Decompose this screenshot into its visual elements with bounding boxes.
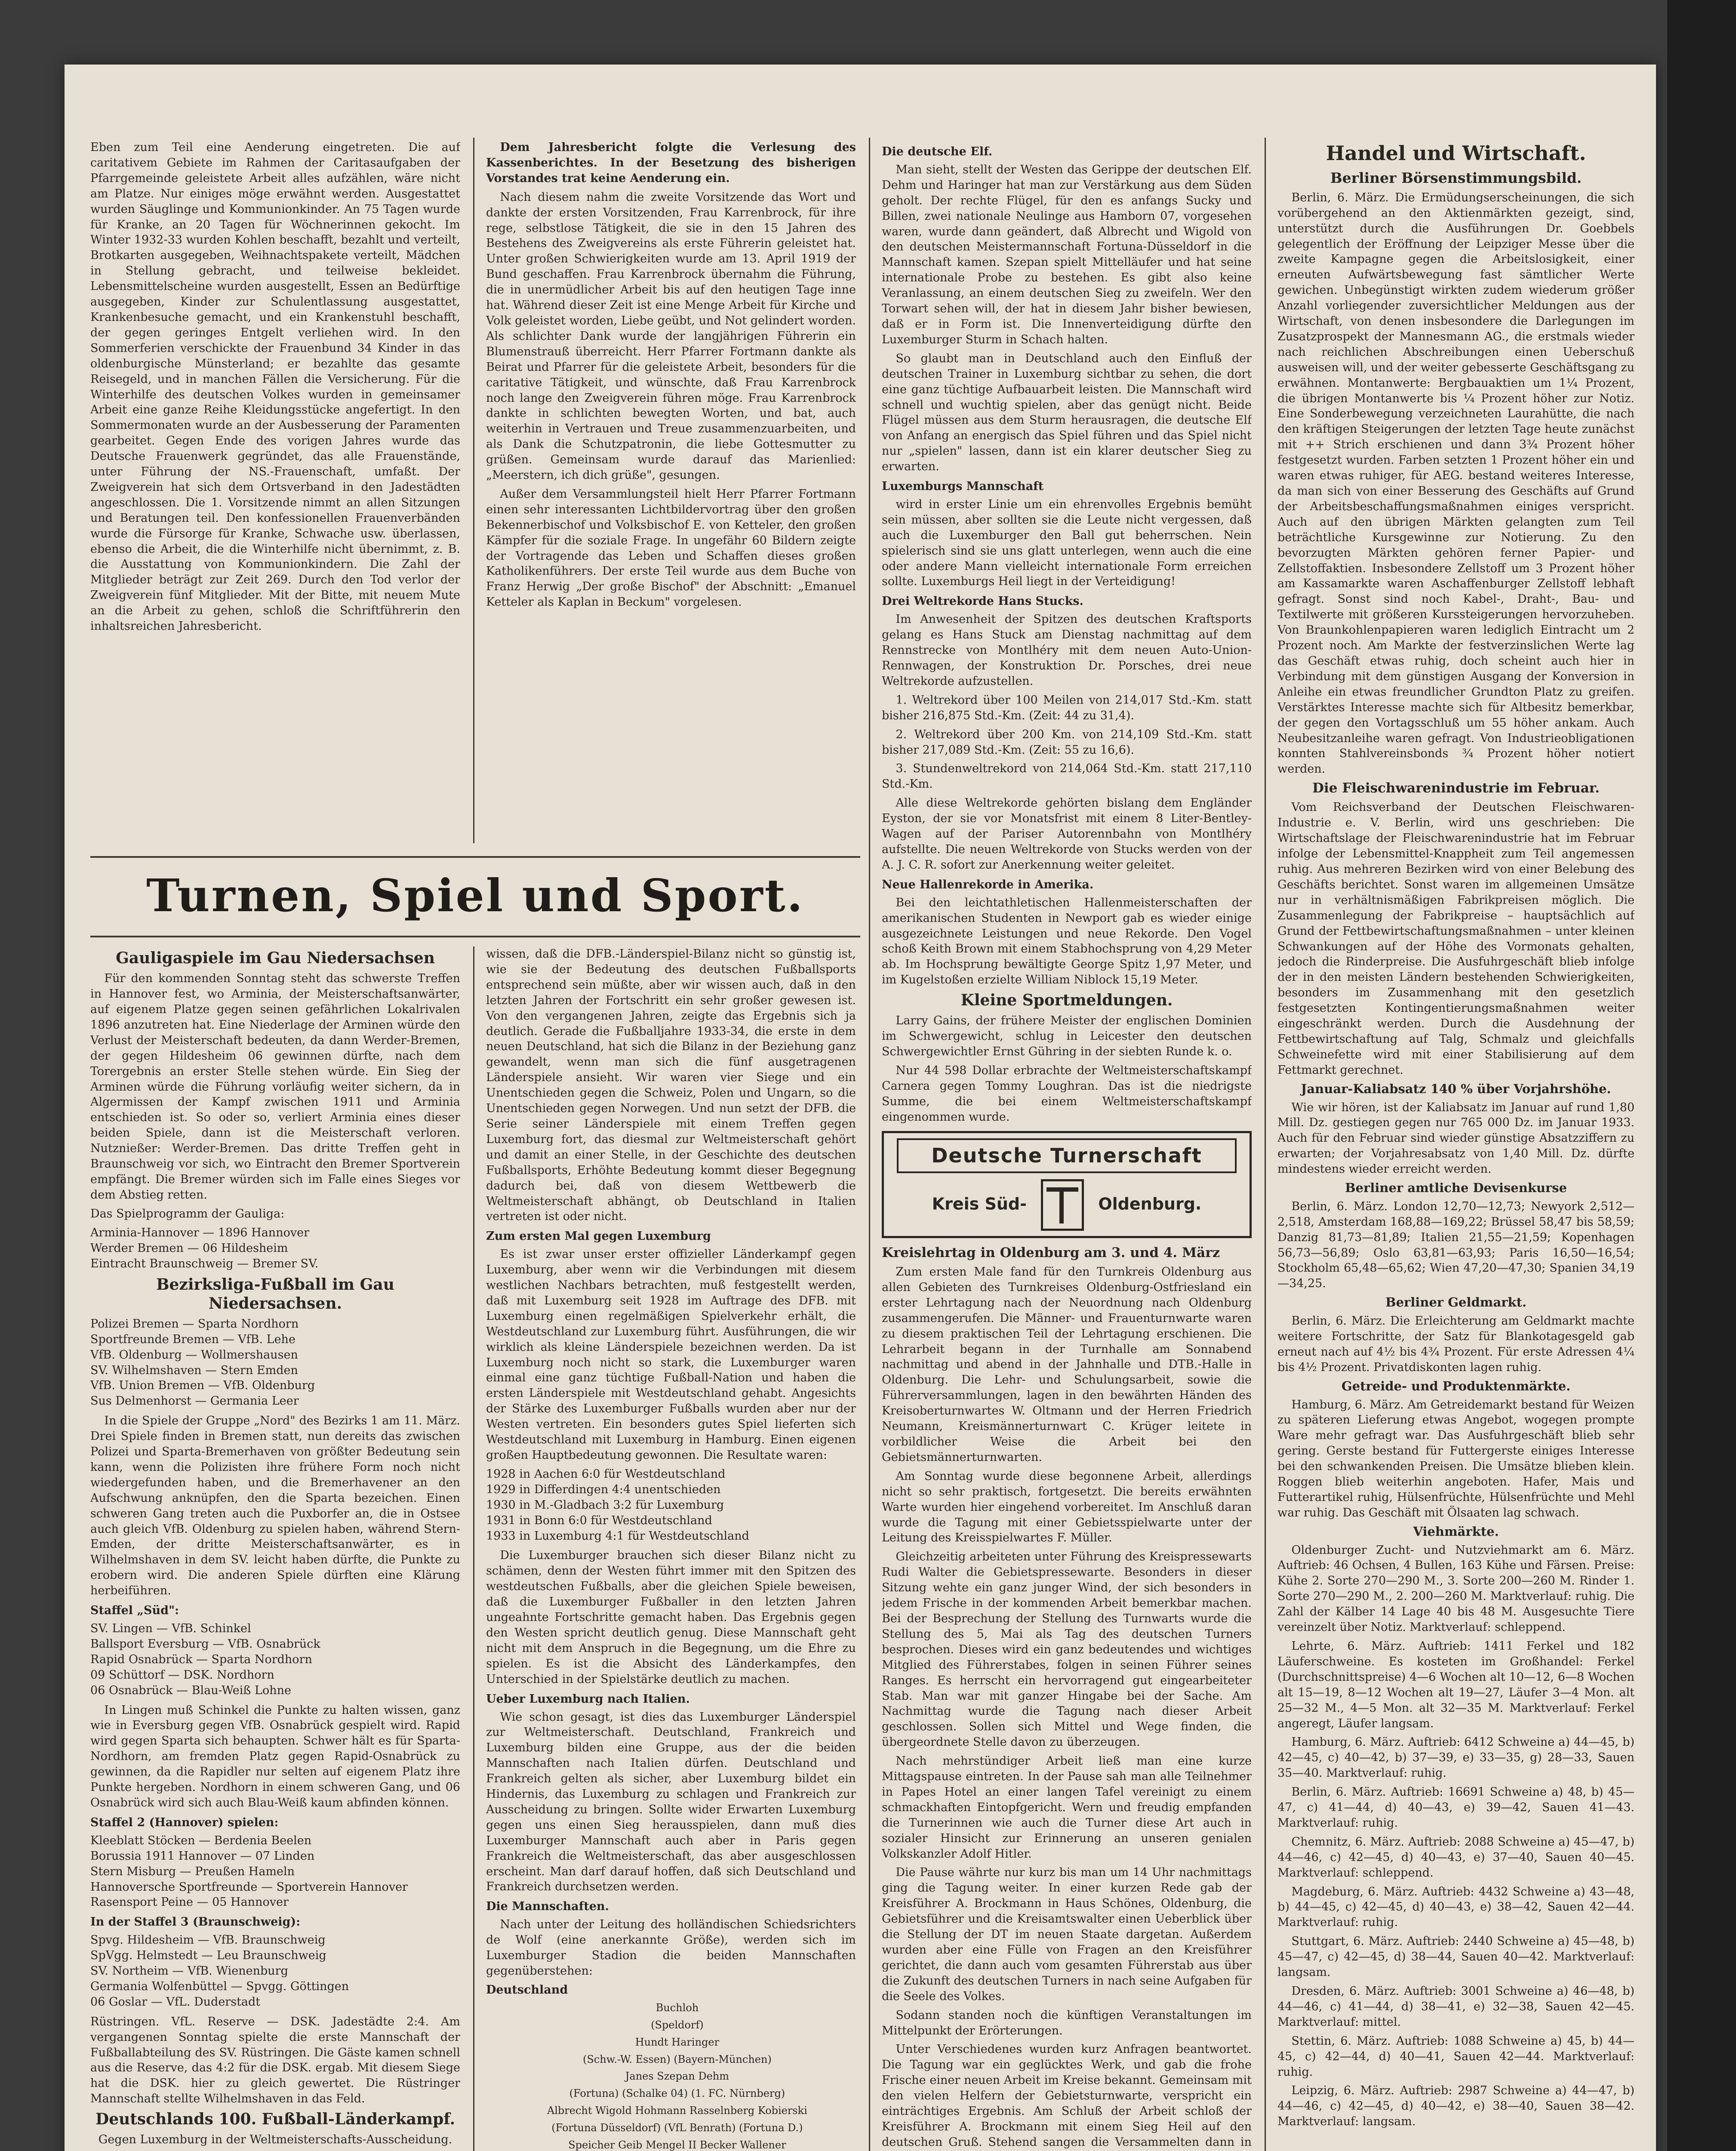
lineup-line: Speicher Geib Mengel II Becker Wallener (568, 2139, 786, 2151)
list-item: 1928 in Aachen 6:0 für Westdeutschland (486, 1467, 726, 1481)
turnerschaft-ad (882, 1131, 1252, 1238)
article-text: Dem Jahresbericht folgte die Verlesung des Kassenberichtes. In der Besetzung des bisherigen Vorstandes trat keine Aenderung ein. (486, 141, 856, 185)
lineup-line: (Schw.-W. Essen) (Bayern-München) (582, 2053, 772, 2065)
lineup-line: Albrecht Wigold Hohmann Rasselnberg Kobierski (547, 2105, 807, 2117)
article-text: Am Sonntag wurde diese begonnene Arbeit, allerdings nicht so sehr praktisch, fortgesetzt. Die bereits erwähnten Warte wurden hier eingehend vorbereitet. Im Anschluß daran wurde die Tagung mit einer Gebietsspielwarte unter der Leitung des Kreisspielwartes F. Müller. (882, 1469, 1252, 1545)
fixture-list (90, 1316, 460, 1409)
fixture-list (90, 1621, 460, 1698)
lineup-line: Janes Szepan Dehm (625, 2070, 729, 2083)
article-text: Die Pause währte nur kurz bis man um 14 Uhr nachmittags ging die Tagung weiter. In einer kurzen Rede gab der Kreisführer A. Brockmann in Haus Schönes, Oldenburg, die Gebietsführer und die Kreisamtswalter einen Ueberblick über die Stellung der DT im neuen Staate dargetan. Außerdem wurden aber eine Fülle von Fragen an den Kreisführer gerichtet, die dann auch vom gesamten Führerstab aus über die Zukunft des deutschen Turners in nach seine Aufgaben für die Seele des Volkes. (882, 1866, 1252, 2003)
list-item: Spvg. Hildesheim — VfB. Braunschweig (90, 1933, 326, 1947)
list-item: VfB. Union Bremen — VfB. Oldenburg (90, 1379, 315, 1393)
lineup-line: (Speldorf) (651, 2018, 704, 2031)
scan-dark-edge (1667, 0, 1736, 2151)
list-item: Sus Delmenhorst — Germania Leer (90, 1394, 299, 1408)
article-text: In die Spiele der Gruppe „Nord" des Bezirks 1 am 11. März. Drei Spiele finden in Bremen statt, nun dereits das zwischen Polizei und Sparta-Bremerhaven von größter Bedeutung sein kann, wenn die Polizisten ihre frühere Form noch nicht wiedergefunden haben, und die Bremerhavener an den Aufschwung anknüpfen, den die Sparta bezeichen. Einen schweren Gang treten auch die Puxborfer an, die in Ostsee auch gleich VfB. Oldenburg zu spielen haben, während Stern-Emden, der dritte Meisterschaftsanwärter, es in Wilhelmshaven in dem SV. leicht haben dürfte, die Punkte zu erobern wird. Die anderen Spiele dürften eine Klärung herbeiführen. (90, 1414, 460, 1598)
article-text: Sodann standen noch die künftigen Veranstaltungen im Mittelpunkt der Erörterungen. (882, 2008, 1252, 2037)
article-text: Gleichzeitig arbeiteten unter Führung des Kreispressewarts Rudi Walter die Gebietspressewarte. Besonders in dieser Sitzung wehte ein ganz junger Wind, der sich besonders in jedem Frische in der kommenden Arbeit bemerkbar machen. Bei der Besprechung der Stellung des Turnwarts wurde die Stellung des 5, Mai als Tag des deutschen Turners besprochen. Dieses wird ein ganz bedeutendes und wichtiges Mitglied des Führerstabes, folgen in seinen Führer seines Ranges. Es herrscht ein hervorragend gut eingearbeiteter Stab. Man war mit ganzer Hingabe bei der Sache. Am Nachmittag wurde die Tagung nach dieser Arbeit geschlossen. Sollen sich Mittel und Wege finden, die übergeordnete Stelle davon zu überzeugen. (882, 1550, 1252, 1749)
list-item: 1933 in Luxemburg 4:1 für Westdeutschland (486, 1529, 749, 1543)
headline-kali: Januar-Kaliabsatz 140 % über Vorjahrshöhe. (1301, 1081, 1611, 1096)
article-text: wissen, daß die DFB.-Länderspiel-Bilanz nicht so günstig ist, wie sie der Bedeutung des deutschen Fußballsports entsprechend sein müßte, aber wir wissen auch, daß in den letzten Jahren der Fortschritt ein sehr großer gewesen ist. Von den vergangenen Jahren, zeigte das Ergebnis sich ja deutlich. Gerade die Fußballjahre 1933-34, die erste in dem neuen Deutschland, hat sich die Bilanz in der Beziehung ganz gewandelt, wenn man sich die fünf ausgetragenen Länderspiele ansieht. Wir waren vier Siege und ein Unentschieden gegen die Schweiz, Polen und Ungarn, so die Unentschieden gegen Norwegen. Und nun setzt der DFB. die Serie seiner Länderspiele mit einem Treffen gegen Luxemburg fort, das diesmal zur Weltmeisterschaft gehört und damit an einer Stelle, in der Geschichte des deutschen Fußballsports, Erhöhte Bedeutung kommt dieser Begegnung dadurch bei, daß von diesem Wettbewerb die Weltmeisterschaft abhängt, ob Deutschland in Italien vertreten ist oder nicht. (486, 947, 856, 1223)
lineup-line: (Fortuna Düsseldorf) (VfL Benrath) (Fortuna D.) (551, 2122, 803, 2134)
list-item: 06 Osnabrück — Blau-Weiß Lohne (90, 1683, 291, 1697)
article-text: 3. Stundenweltrekord von 214,064 Std.-Km. statt 217,110 Std.-Km. (882, 762, 1252, 791)
list-item: SV. Northeim — VfB. Wienenburg (90, 1964, 288, 1978)
article-text: Stettin, 6. März. Auftrieb: 1088 Schweine a) 45, b) 44—45, c) 42—44, d) 40—41, Sauen 42—44. Marktverlauf: ruhig. (1277, 2034, 1634, 2079)
banner-rule-bottom (90, 936, 860, 937)
list-item: Kleeblatt Stöcken — Berdenia Beelen (90, 1834, 312, 1847)
section-heading: Ueber Luxemburg nach Italien. (486, 1692, 690, 1706)
article-text: Alle diese Weltrekorde gehörten bislang dem Engländer Eyston, der sie vor Monatsfrist mit einem 8 Liter-Bentley-Wagen auf der Pariser Autorennbahn von Montlhéry aufstellte. Die neuen Weltrekorde von Stucks werden von der A. J. C. R. sofort zur Anerkennung weiter geleitet. (882, 796, 1252, 872)
article-text: Hamburg, 6. März. Am Getreidemarkt bestand für Weizen zu späteren Lieferung etwas Angebot, wogegen prompte Ware mehr gefragt war. Das Ausfuhrgeschäft blieb sehr gering. Gerste bestand für Futtergerste einiges Interesse bei den schwankenden Preisen. Die Umsätze blieben klein. Roggen blieb weiterhin angeboten. Hafer, Mais und Futterartikel ruhig, Hülsenfrüchte, Hülsenfrüchte und Mehl war ruhig. Das Geschäft mit Ölsaaten lag schwach. (1277, 1398, 1634, 1519)
lineup-line: (Fortuna) (Schalke 04) (1. FC. Nürnberg) (569, 2087, 785, 2100)
article-text: 2. Weltrekord über 200 Km. von 214,109 Std.-Km. statt bisher 217,089 Std.-Km. (Zeit: 55 zu 16,6). (882, 727, 1252, 757)
headline-bezirksliga: Bezirksliga-Fußball im Gau Niedersachsen. (156, 1276, 394, 1313)
team-label: Deutschland (486, 1983, 568, 1997)
article-text: Außer dem Versammlungsteil hielt Herr Pfarrer Fortmann einen sehr interessanten Lichtbildervortrag über den großen Bekennerbischof und Volksbischof E. von Ketteler, den großen Kämpfer für die soziale Frage. In ungefähr 60 Bildern zeigte der Vortragende das Leben und Schaffen dieses großen Katholikenführers. Der erste Teil wurde aus dem Buche von Franz Herwig „Der große Bischof" der Abschnitt: „Emanuel Ketteler als Kaplan in Beckum" vorgelesen. (486, 487, 856, 609)
article-text: Lehrte, 6. März. Auftrieb: 1411 Ferkel und 182 Läuferschweine. Es kosteten im Großhandel: Ferkel (Durchschnittspreise) 4—6 Wochen alt 10—12, 6—8 Wochen alt 15—19, 8—12 Wochen alt 19—27, Läufer 3—4 Mon. alt 25—32 M., 4—5 Mon. alt 32—35 M. Marktverlauf: Ferkel angeregt, Läufer langsam. (1277, 1639, 1634, 1730)
section-heading: Luxemburgs Mannschaft (882, 480, 1044, 493)
list-item: Ballsport Eversburg — VfB. Osnabrück (90, 1637, 320, 1651)
list-item: SV. Wilhelmshaven — Stern Emden (90, 1363, 298, 1377)
article-text: Stuttgart, 6. März. Auftrieb: 2440 Schweine a) 45—48, b) 45—47, c) 42—45, d) 38—44, Sauen 40—42. Marktverlauf: langsam. (1277, 1935, 1634, 1979)
list-item: 09 Schüttorf — DSK. Nordhorn (90, 1668, 274, 1682)
column-2-bottom (486, 946, 856, 2151)
article-text: Eben zum Teil eine Aenderung eingetreten. Die auf caritativem Gebiete im Rahmen der Caritasaufgaben der Pfarrgemeinde geleistete Arbeit alles aufzählen, wäre nicht am Platze. Nur einiges möge erwähnt werden. Ausgestattet wurden Säuglinge und Kommunionkinder. An 75 Tagen wurde für Kranke, an 20 Tagen für Wöchnerinnen gekocht. Im Winter 1932-33 wurden Kohlen beschafft, bezahlt und verteilt, Brotkarten ausgegeben, Weihnachtspakete verteilt, Mädchen in Stellung gebracht, und teilweise bekleidet. Lebensmittelscheine wurden ausgestellt, Essen an Bedürftige ausgegeben, Kinder zur Schulentlassung ausgestattet, Krankenbesuche gemacht, und ein Krankenstuhl beschafft, der gegen geringes Entgelt verliehen wird. In den Sommerferien verschickte der Frauenbund 34 Kinder in das oldenburgische Münsterland; er bezahlte das gesamte Reisegeld, und in manchen Fällen die Versicherung. Für die Winterhilfe des deutschen Volkes wurden in gemeinsamer Arbeit eine ganze Reihe Kleidungsstücke angefertigt. In den Sommermonaten wurde an der Ausbesserung der Paramenten gearbeitet. Gegen Ende des vorigen Jahres wurde das Deutsche Frauenwerk gegründet, das alle Frauenstände, unter Führung der NS.-Frauenschaft, umfaßt. Der Zweigverein hat sich dem Ortsverband in den Jadestädten angeschlossen. Die 1. Vorsitzende nimmt an allen Sitzungen und Beratungen teil. Den konfessionellen Frauenverbänden wurde die Fürsorge für Kranke, Schwache usw. überlassen, ebenso die Arbeit, die die Winterhilfe nicht übernimmt, z. B. die Ausstattung von Kommunionkindern. Die Zahl der Mitglieder beträgt zur Zeit 269. Durch den Tod verlor der Zweigverein fünf Mitglieder. Mit der Bitte, mit neuem Mute an die Arbeit zu gehen, schloß die Schriftführerin den inhaltsreichen Jahresbericht. (90, 141, 460, 633)
column-2-top (486, 140, 856, 845)
column-3 (882, 140, 1252, 2151)
section-heading: Staffel „Süd": (90, 1604, 179, 1618)
article-text: Berlin, 6. März. London 12,70—12,73; Newyork 2,512—2,518, Amsterdam 168,88—169,22; Brüssel 58,47 bis 58,59; Danzig 81,73—81,89; Italien 21,55—21,59; Kopenhagen 56,73—56,89; Oslo 63,81—63,93; Paris 16,50—16,54; Stockholm 65,48—65,62; Wien 47,20—47,30; Spanien 34,19—34,25. (1277, 1199, 1634, 1291)
list-item: Werder Bremen — 06 Hildesheim (90, 1241, 288, 1255)
list-item: Germania Wolfenbüttel — Spvgg. Göttingen (90, 1979, 349, 1993)
ad-title: Deutsche Turnerschaft (897, 1138, 1237, 1173)
section-heading: Staffel 2 (Hannover) spielen: (90, 1815, 279, 1829)
article-text: Berlin, 6. März. Die Erleichterung am Geldmarkt machte weitere Fortschritte, der Satz für Blankotagesgeld gab erneut nach auf 4½ bis 4¾ Prozent. Für erste Adressen 4¼ bis 4½ Prozent. Privatdiskonten lagen ruhig. (1277, 1314, 1634, 1374)
article-text: Wie schon gesagt, ist dies das Luxemburger Länderspiel zur Weltmeisterschaft. Deutschland, Frankreich und Luxemburg bilden eine Gruppe, aus der die beiden Mannschaften nach Italien dürfen. Deutschland und Frankreich gelten als sicher, aber Luxemburg bildet ein Hindernis, das Luxemburg zu schlagen und Frankreich zur Ausscheidung zu bringen. Sollte wider Erwarten Luxemburg gegen uns einen Sieg herausspielen, dann muß dies Luxemburger Mannschaft auch aber in Paris gegen Frankreich die Weltmeisterschaft, das aber ausgeschlossen erscheint. Man darf darauf hoffen, daß sich Deutschland und Frankreich durchsetzen werden. (486, 1710, 856, 1894)
fixture-list (90, 1932, 460, 2010)
article-text: Leipzig, 6. März. Auftrieb: 2987 Schweine a) 44—47, b) 44—46, c) 42—45, d) 40—42, e) 38—40, Sauen 38—42. Marktverlauf: langsam. (1277, 2084, 1634, 2129)
article-text: Nach mehrstündiger Arbeit ließ man eine kurze Mittagspause eintreten. In der Pause sah man alle Teilnehmer in Papes Hotel an einer langen Tafel vereinigt zu einem schmackhaften Eintopfgericht. Wern und freudig empfanden die Turnerinnen wie auch die Turner diese Art auch in sozialer Hinsicht zur Erinnerung an unseren genialen Volkskanzler Adolf Hitler. (882, 1754, 1252, 1861)
subheadline: Gegen Luxemburg in der Weltmeisterschafts-Ausscheidung. (98, 2133, 452, 2147)
article-text: Für den kommenden Sonntag steht das schwerste Treffen in Hannover fest, wo Arminia, der Meisterschaftsanwärter, auf eigenem Platze gegen seinen gefährlichen Lokalrivalen 1896 anzutreten hat. Eine Niederlage der Arminen würde den Verlust der Meisterschaft bedeuten, da dann Werder-Bremen, der gegen Hildesheim 06 gewinnen dürfte, nach dem Torergebnis an erster Stelle stehen würde. Ein Sieg der Arminen würde die Führung vorläufig weiter sichern, da in Algermissen der Kampf zwischen 1911 und Arminia entschieden ist. So oder so, verliert Arminia eines dieser beiden Spiele, dann ist die Meisterschaft verloren. Nutznießer: Werder-Bremen. Das dritte Treffen geht in Braunschweig vor sich, wo Eintracht den Bremer Sportverein empfängt. Die Bremer würden sich im Falle eines Sieges vor dem Abstieg retten. (90, 972, 460, 1202)
article-text: Rüstringen. VfL. Reserve — DSK. Jadestädte 2:4. Am vergangenen Sonntag spielte die erste Mannschaft der Fußballabteilung des SV. Rüstringen. Die Gäste kamen schnell aus die Reserve, das 4:2 für die DSK. ergab. Mit diesem Siege hat die DSK. hier zu gleich gewertet. Die Rüstringer Mannschaft stellte Wilhelmshaven in das Feld. (90, 2015, 460, 2106)
column-divider (473, 138, 474, 843)
headline-gauliga: Gauligaspiele im Gau Niedersachsen (116, 949, 435, 967)
article-text: Die Luxemburger brauchen sich dieser Bilanz nicht zu schämen, denn der Westen führt immer mit den Spitzen des westdeutschen Fußballs, aber die gleichen Spiele beweisen, daß die Luxemburger Fußballer in den letzten Jahren ungeahnte Fortschritte gemacht haben. Das Ergebnis gegen den Westen spricht deutlich genug. Diese Mannschaft geht nicht mit dem Anspruch in die Begegnung, um die Ehre zu spielen. Es ist die Absicht des Länderkampfes, den Unterschied in der Spielstärke deutlich zu machen. (486, 1549, 856, 1686)
article-text: So glaubt man in Deutschland auch den Einfluß der deutschen Trainer in Luxemburg sichtbar zu sehen, die dort eine ganz tüchtige Aufbauarbeit leisten. Die Mannschaft wird schnell und wuchtig spielen, aber das genügt nicht. Beide Flügel müssen aus dem Sturm herausragen, die deutsche Elf von Anfang an energisch das Spiel führen und das Spiel nicht nur „spielen" lassen, dann ist ein klarer deutscher Sieg zu erwarten. (882, 351, 1252, 474)
fixture-list (90, 1833, 460, 1911)
list-item: Rasensport Peine — 05 Hannover (90, 1895, 289, 1909)
list-item: 1930 in M.-Gladbach 3:2 für Luxemburg (486, 1498, 724, 1512)
column-1-bottom (90, 946, 460, 2151)
list-item: SV. Lingen — VfB. Schinkel (90, 1622, 251, 1635)
headline-geldmarkt: Berliner Geldmarkt. (1385, 1295, 1527, 1310)
article-text: Man sieht, stellt der Westen das Gerippe der deutschen Elf. Dehm und Haringer hat man zur Verstärkung aus dem Süden geholt. Der rechte Flügel, für den es anfangs Sucky und Billen, zwei nationale Neulinge aus Hamborn 07, vorgesehen waren, wurde dann geändert, daß Albrecht und Wigold von den deutschen Meistermannschaft Fortuna-Düsseldorf in die Mannschaft kamen. Szepan spielt Mittelläufer und hat seine internationale Probe zu bestehen. Es gibt also keine Veranlassung, an einem deutschen Sieg zu zweifeln. Wer den Torwart sehen will, der hat in diesem Jahr bisher bewiesen, daß er in Form ist. Die Innenverteidigung dürfte den Luxemburger Sturm in Schach halten. (882, 163, 1252, 346)
newspaper-page (65, 65, 1656, 2151)
article-text: Oldenburger Zucht- und Nutzviehmarkt am 6. März. Auftrieb: 46 Ochsen, 4 Bullen, 163 Kühe und Färsen. Preise: Kühe 2. Sorte 270—290 M., 3. Sorte 200—260 M. Rinder 1. Sorte 270—290 M., 2. 200—260 M. Marktverlauf: ruhig. Die Zahl der Kälber 14 Lage 40 bis 48 M. Ausgesuchte Tiere vereinzelt über Notiz. Marktverlauf: schleppend. (1277, 1543, 1634, 1634)
list-item: Rapid Osnabrück — Sparta Nordhorn (90, 1652, 312, 1666)
article-text: Nur 44 598 Dollar erbrachte der Weltmeisterschaftskampf Carnera gegen Tommy Loughran. Das ist die niedrigste Summe, die bei einem Weltmeisterschaftskampf eingenommen wurde. (882, 1064, 1252, 1124)
headline-getreide: Getreide- und Produktenmärkte. (1341, 1378, 1571, 1393)
turnerschaft-emblem-icon (1041, 1179, 1084, 1231)
list-item: 06 Goslar — VfL. Duderstadt (90, 1995, 261, 2009)
article-text: Zum ersten Male fand für den Turnkreis Oldenburg aus allen Gebieten des Turnkreises Oldenburg-Ostfriesland ein erster Lehrtagung nach der Neuordnung nach Oldenburg zusammengerufen. Die Männer- und Frauenturnwarte waren zu diesem praktischen Teil der Lehrtagung erschienen. Die Lehrarbeit begann in der Turnhalle am Sonnabend nachmittag und abend in der Jahnhalle und DTB.-Halle in Oldenburg. Die Lehr- und Schulungsarbeit, sowie die Führerversammlungen, lagen in den bewährten Händen des Kreisoberturnwartes W. Oltmann und der Herren Friedrich Neumann, Kreismännerturnwart C. Krüger leitete in vorbildlicher Weise die Arbeit bei den Gebietsmännerturnwarten. (882, 1265, 1252, 1464)
column-1-top (90, 140, 460, 845)
sport-banner-title: Turnen, Spiel und Sport. (146, 869, 804, 922)
results-list (486, 1467, 856, 1544)
headline-sportmeldungen: Kleine Sportmeldungen. (960, 991, 1173, 1010)
headline-laenderkampf: Deutschlands 100. Fußball-Länderkampf. (95, 2110, 455, 2129)
list-item: 1931 in Bonn 6:0 für Westdeutschland (486, 1513, 712, 1527)
headline-devisen: Berliner amtliche Devisenkurse (1345, 1180, 1567, 1196)
article-text: Es ist zwar unser erster offizieller Länderkampf gegen Luxemburg, aber wenn wir die Verbindungen mit diesem westlichen Nachbars betrachten, muß festgestellt werden, daß mit Luxemburg seit 1928 im Auftrage des DFB. mit Luxemburg einen regelmäßigen Spielverkehr erhält, die Westdeutschland zur Luxemburg führt. Ausführungen, die wir wirklich als kleine Länderspiele bezeichnen werden. Da ist Luxemburg noch nicht so stark, die Luxemburger waren einmal eine ganz tüchtige Fußball-Nation und haben die ersten Länderspiele mit Westdeutschland gehabt. Angesichts der Stärke des Luxemburger Fußballs wurden aber nur der Westen vertreten. Ein besonders gutes Spiel lieferten sich Westdeutschland mit Luxemburg in Hamburg. Einen eigenen großen Hauptbedeutung gewonnen. Die Resultate waren: (486, 1248, 856, 1462)
article-text: Berlin, 6. März. Auftrieb: 16691 Schweine a) 48, b) 45—47, c) 41—44, d) 40—43, e) 39—42, Sauen 41—43. Marktverlauf: ruhig. (1277, 1785, 1634, 1830)
lineup-line: Hundt Haringer (635, 2036, 720, 2048)
article-text: Larry Gains, der frühere Meister der englischen Dominien im Schwergewicht, schlug in Leicester den deutschen Schwergewichtler Ernst Gühring in der siebten Runde k. o. (882, 1014, 1252, 1059)
list-item: Polizei Bremen — Sparta Nordhorn (90, 1317, 299, 1331)
list-item: Eintracht Braunschweig — Bremer SV. (90, 1257, 319, 1270)
section-heading: Drei Weltrekorde Hans Stucks. (882, 595, 1083, 608)
article-text: Unter Verschiedenes wurden kurz Anfragen beantwortet. Die Tagung war ein geglücktes Werk, und gab die frohe Frische einer neuen Arbeit im Kreise bekannt. Gemeinsam mit den vielen Helfern der Gebietsturnwarte, verspricht ein einträchtiges Ergebnis. Am Schluß der Arbeit schloß der Kreisführer A. Brockmann mit einem Sieg Heil auf den deutschen Gruß. Stehend sangen die Versammelten dann in (882, 2043, 1252, 2149)
section-heading: Zum ersten Mal gegen Luxemburg (486, 1230, 711, 1243)
article-text: In Lingen muß Schinkel die Punkte zu halten wissen, ganz wie in Eversburg gegen VfB. Osnabrück gespielt wird. Rapid wird gegen Sparta sich behaupten. Schwer hält es für Sparta-Nordhorn, am fremden Platz gegen Rapid-Osnabrück zu gewinnen, da die Rapidler nur selten auf eigenem Platz ihre Punkte hergeben. Nordhorn in einem schweren Gang, und 06 Osnabrück wird sich auch Blau-Weiß kaum abfinden können. (90, 1703, 460, 1809)
list-item: Borussia 1911 Hannover — 07 Linden (90, 1849, 315, 1863)
ad-left: Kreis Süd- (932, 1194, 1027, 1214)
article-text: Nach diesem nahm die zweite Vorsitzende das Wort und dankte der ersten Vorsitzenden, Frau Karrenbrock, für ihre rege, selbstlose Tätigkeit, die sie in den 15 Jahren des Bestehens des Zweigvereins als erste Führerin geleistet hat. Unter großen Schwierigkeiten wurde am 13. April 1919 der Bund geschaffen. Frau Karrenbrock übernahm die Führung, die in unermüdlicher Arbeit bis auf den heutigen Tage inne hat. Während dieser Zeit ist eine Menge Arbeit für Kirche und Volk geleistet worden, Liebe geübt, und Not gelindert worden. Als schlichter Dank wurde der langjährigen Führerin ein Blumenstrauß überreicht. Herr Pfarrer Fortmann dankte als Beirat und Pfarrer für die geleistete Arbeit, besonders für die caritative Tätigkeit, und wünschte, daß Frau Karrenbrock noch lange den Zweigverein führen möge. Frau Karrenbrock dankte in schlichten bewegten Worten, und bat, auch weiterhin in Vertrauen und Treue zusammenzuarbeiten, und als Dank die Schutzpatronin, die liebe Gottesmutter zu grüßen. Gemeinsam wurde darauf das Marienlied: „Meerstern, ich dich grüße", gesungen. (486, 190, 856, 482)
ad-right: Oldenburg. (1098, 1194, 1202, 1214)
banner-rule-top (90, 856, 860, 858)
headline-viehmaerkte: Viehmärkte. (1413, 1524, 1499, 1539)
article-text: Nach unter der Leitung des holländischen Schiedsrichters de Wolf (eine anerkannte Größe), werden sich im Luxemburger Stadion die beiden Mannschaften gegenüberstehen: (486, 1918, 856, 1978)
list-item: VfB. Oldenburg — Wollmershausen (90, 1348, 298, 1362)
list-item: Stern Misburg — Preußen Hameln (90, 1864, 295, 1878)
column-4 (1277, 140, 1634, 2151)
lineup-line: Buchloh (656, 2001, 699, 2014)
section-heading: Neue Hallenrekorde in Amerika. (882, 878, 1094, 891)
headline-handel: Handel und Wirtschaft. (1326, 142, 1586, 165)
article-text: Hamburg, 6. März. Auftrieb: 6412 Schweine a) 44—45, b) 42—45, c) 40—42, b) 37—39, e) 33—35, g) 28—33, Sauen 35—40. Marktverlauf: ruhig. (1277, 1735, 1634, 1780)
list-item: Arminia-Hannover — 1896 Hannover (90, 1226, 309, 1239)
headline-boerse: Berliner Börsenstimmungsbild. (1330, 169, 1582, 187)
article-text: Im Anwesenheit der Spitzen des deutschen Kraftsports gelang es Hans Stuck am Dienstag nachmittag auf dem Rennstrecke von Montlhéry mit dem neuen Auto-Union-Rennwagen, der Konstruktion Dr. Porsches, drei neue Weltrekorde aufzustellen. (882, 613, 1252, 688)
article-text: Magdeburg, 6. März. Auftrieb: 4432 Schweine a) 43—48, b) 44—45, c) 42—45, d) 40—43, e) 38—42, Sauen 42—44. Marktverlauf: ruhig. (1277, 1885, 1634, 1929)
article-text: Berlin, 6. März. Die Ermüdungserscheinungen, die sich vorübergehend an den Aktienmärkten gezeigt, sind, unterstützt durch die Ausführungen Dr. Goebbels gelegentlich der Eröffnung der Leipziger Messe über die zweite Kampagne gegen die Arbeitslosigkeit, einer erneuten Aufwärtsbewegung fast sämtlicher Werte gewichen. Unbegünstigt wirkten zudem wiederum größer Anzahl vorliegender zuversichtlicher Meldungen aus der Wirtschaft, von denen insbesondere die Darlegungen im Zusatzprospekt der Mannesmann AG., die erstmals wieder nach reichlichen Abschreibungen einen Ueberschuß ausweisen will, und der weiter gebesserte Geschäftsgang zu erwähnen. Montanwerte: Bergbauaktien um 1¼ Prozent, die übrigen Montanwerte bis ¼ Prozent höher zur Notiz. Eine Sonderbewegung verzeichneten Laurahütte, die nach den kräftigen Steigerungen der letzten Tage heute zunächst mit ++ Strich erschienen und dann 3¾ Prozent höher festgesetzt wurden. Farben setzten 1 Prozent höher ein und waren etwas ruhiger, für AEG. bestand weiteres Interesse, da man sich von einer Besserung des Geschäfts auf Grund der Arbeitsbeschaffungsmaßnahmen einiges verspricht. Auch auf den übrigen Märkten gelangten zum Teil beträchtliche Kursgewinne zur Notierung. Zu den bevorzugten Märkten gehören ferner Papier- und Zellstoffaktien. Insbesondere Zellstoff um 3 Prozent höher am Kassamarkte waren Aschaffenburger Zellstoff lebhaft gefragt. Sonst sind noch Kabel-, Draht-, Bau- und Textilwerte mit größeren Kurssteigerungen hervorzuheben. Von Braunkohlenpapieren waren lediglich Eintracht um 2 Prozent noch. Am Markte der festverzinslichen Werte lag das Geschäft etwas ruhig, doch scheint auch hier in Verbindung mit dem günstigen Ausgang der Konversion in Anleihe ein etwas freundlicher Grundton Platz zu greifen. Verstärktes Interesse machte sich für Altbesitz bemerkbar, der gegen den Vortagsschluß um 55 höher ankam. Auch Neubesitzanleihe waren gefragt. Von Industrieobligationen konnten Stahlvereinsbonds ¾ Prozent höher notiert werden. (1277, 191, 1634, 776)
article-text: Dresden, 6. März. Auftrieb: 3001 Schweine a) 46—48, b) 44—46, c) 41—44, d) 38—41, e) 32—38, Sauen 42—45. Marktverlauf: mittel. (1277, 1985, 1634, 2029)
column-divider (473, 946, 474, 2151)
fixture-list (90, 1225, 460, 1272)
section-heading: Die deutsche Elf. (882, 145, 993, 158)
list-item: 1929 in Differdingen 4:4 unentschieden (486, 1482, 721, 1496)
list-item: Sportfreunde Bremen — VfB. Lehe (90, 1332, 295, 1346)
article-text: wird in erster Linie um ein ehrenvolles Ergebnis bemüht sein müssen, aber sollten sie die Leute nicht vergessen, daß auch die Luxemburger den Ball gut beherrschen. Nein spielerisch sind sie uns glatt unterlegen, wenn auch die eine oder andere Mann vielleicht internationale Form erreichen sollte. Luxemburgs Heil liegt in der Verteidigung! (882, 497, 1252, 589)
section-heading: Die Mannschaften. (486, 1900, 609, 1914)
headline-fleischwaren: Die Fleischwarenindustrie im Februar. (1312, 780, 1600, 796)
column-divider (1265, 138, 1266, 2151)
list-item: SpVgg. Helmstedt — Leu Braunschweig (90, 1949, 326, 1963)
team-lineup (486, 2001, 856, 2151)
section-heading: In der Staffel 3 (Braunschweig): (90, 1915, 301, 1929)
article-text: Vom Reichsverband der Deutschen Fleischwaren-Industrie e. V. Berlin, wird uns geschrieben: Die Wirtschaftslage der Fleischwarenindustrie hat im Februar infolge der Lebensmittel-Knappheit zum Teil angemessen ruhig. Aus mehreren Bezirken wird von einer Belebung des Geschäfts berichtet. Sonst waren im allgemeinen Umsätze nur in verhältnismäßigen Fabrikpreisen möglich. Die Zusammenlegung der Fabrikpreise – hauptsächlich auf Grund der Fettbewirtschaftungsmaßnahmen – unter kleinen Schwankungen auf der Höhe des Vormonats gehalten, jedoch die Rinderpreise. Die Ausfuhrgeschäft blieb infolge der in den meisten Ländern bestehenden Schwierigkeiten, besonders im Zusammenhang mit den gesetzlich festgesetzten Kontingentierungsmaßnahmen weiter eingeschränkt werden. Durch die Ausdehnung der Fettbewirtschaftung auf Talg, Schmalz und gleichfalls Schweinefette wird mit einer Stabilisierung auf dem Fettmarkt gerechnet. (1277, 801, 1634, 1077)
article-text: Chemnitz, 6. März. Auftrieb: 2088 Schweine a) 45—47, b) 44—46, c) 42—45, d) 40—43, e) 37—40, Sauen 40—45. Marktverlauf: schleppend. (1277, 1835, 1634, 1880)
section-heading: Kreislehrtag in Oldenburg am 3. und 4. März (882, 1245, 1220, 1260)
ad-subline (888, 1179, 1245, 1231)
column-divider (869, 138, 870, 2151)
program-heading: Das Spielprogramm der Gauliga: (90, 1207, 285, 1220)
article-text: Wie wir hören, ist der Kaliabsatz im Januar auf rund 1,80 Mill. Dz. gestiegen gegen nur 765 000 Dz. im Januar 1933. Auch für den Februar sind wieder günstige Absatzziffern zu erwarten; der Vorjahresabsatz von 1,40 Mill. Dz. dürfte mindestens wieder erreicht werden. (1277, 1100, 1634, 1176)
article-text: Bei den leichtathletischen Hallenmeisterschaften der amerikanischen Studenten in Newport gab es wieder einige ausgezeichnete Leistungen und neue Rekorde. Den Vogel schoß Keith Brown mit einem Stabhochsprung von 4,29 Meter ab. Im Hochsprung bewältigte George Spitz 1,97 Meter, und im Kugelstoßen erzielte William Niblock 15,19 Meter. (882, 896, 1252, 987)
article-text: 1. Weltrekord über 100 Meilen von 214,017 Std.-Km. statt bisher 216,875 Std.-Km. (Zeit: 44 zu 31,4). (882, 693, 1252, 722)
list-item: Hannoversche Sportfreunde — Sportverein Hannover (90, 1880, 408, 1894)
